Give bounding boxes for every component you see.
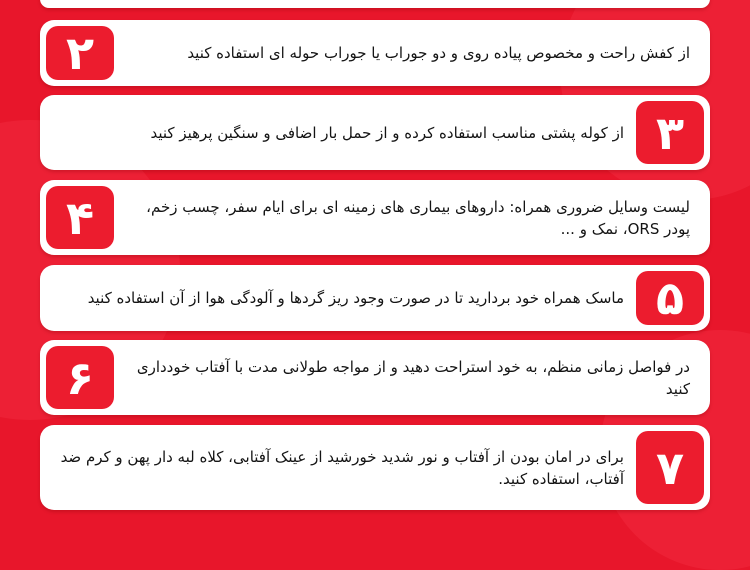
step-card — [40, 340, 710, 415]
step-number-badge: ۴ — [46, 186, 114, 249]
step-number-badge: ۳ — [636, 101, 704, 164]
step-text: از کفش راحت و مخصوص پیاده روی و دو جوراب یا جوراب حوله ای استفاده کنید — [187, 44, 690, 62]
step-card-1-partial — [40, 0, 710, 8]
step-text: لیست وسایل ضروری همراه: داروهای بیماری های زمینه ای برای ایام سفر، چسب زخم، پودر ORS، نمک و ... — [146, 197, 690, 238]
step-card — [40, 20, 710, 86]
step-number-badge: ۵ — [636, 271, 704, 325]
step-text: از کوله پشتی مناسب استفاده کرده و از حمل بار اضافی و سنگین پرهیز کنید — [150, 123, 624, 142]
step-text: ماسک همراه خود بردارید تا در صورت وجود ریز گردها و آلودگی هوا از آن استفاده کنید — [87, 289, 624, 307]
step-number-badge: ۶ — [46, 346, 114, 409]
step-text: برای در امان بودن از آفتاب و نور شدید خورشید از عینک آفتابی، کلاه لبه دار پهن و کرم ضد آفتاب، استفاده کنید. — [60, 447, 624, 488]
step-card — [40, 265, 710, 331]
step-card — [40, 425, 710, 510]
step-number-badge: ۷ — [636, 431, 704, 504]
step-card — [40, 95, 710, 170]
step-card — [40, 180, 710, 255]
step-number-badge: ۲ — [46, 26, 114, 80]
step-text: در فواصل زمانی منظم، به خود استراحت دهید و از مواجه طولانی مدت با آفتاب خودداری کنید — [136, 357, 690, 398]
